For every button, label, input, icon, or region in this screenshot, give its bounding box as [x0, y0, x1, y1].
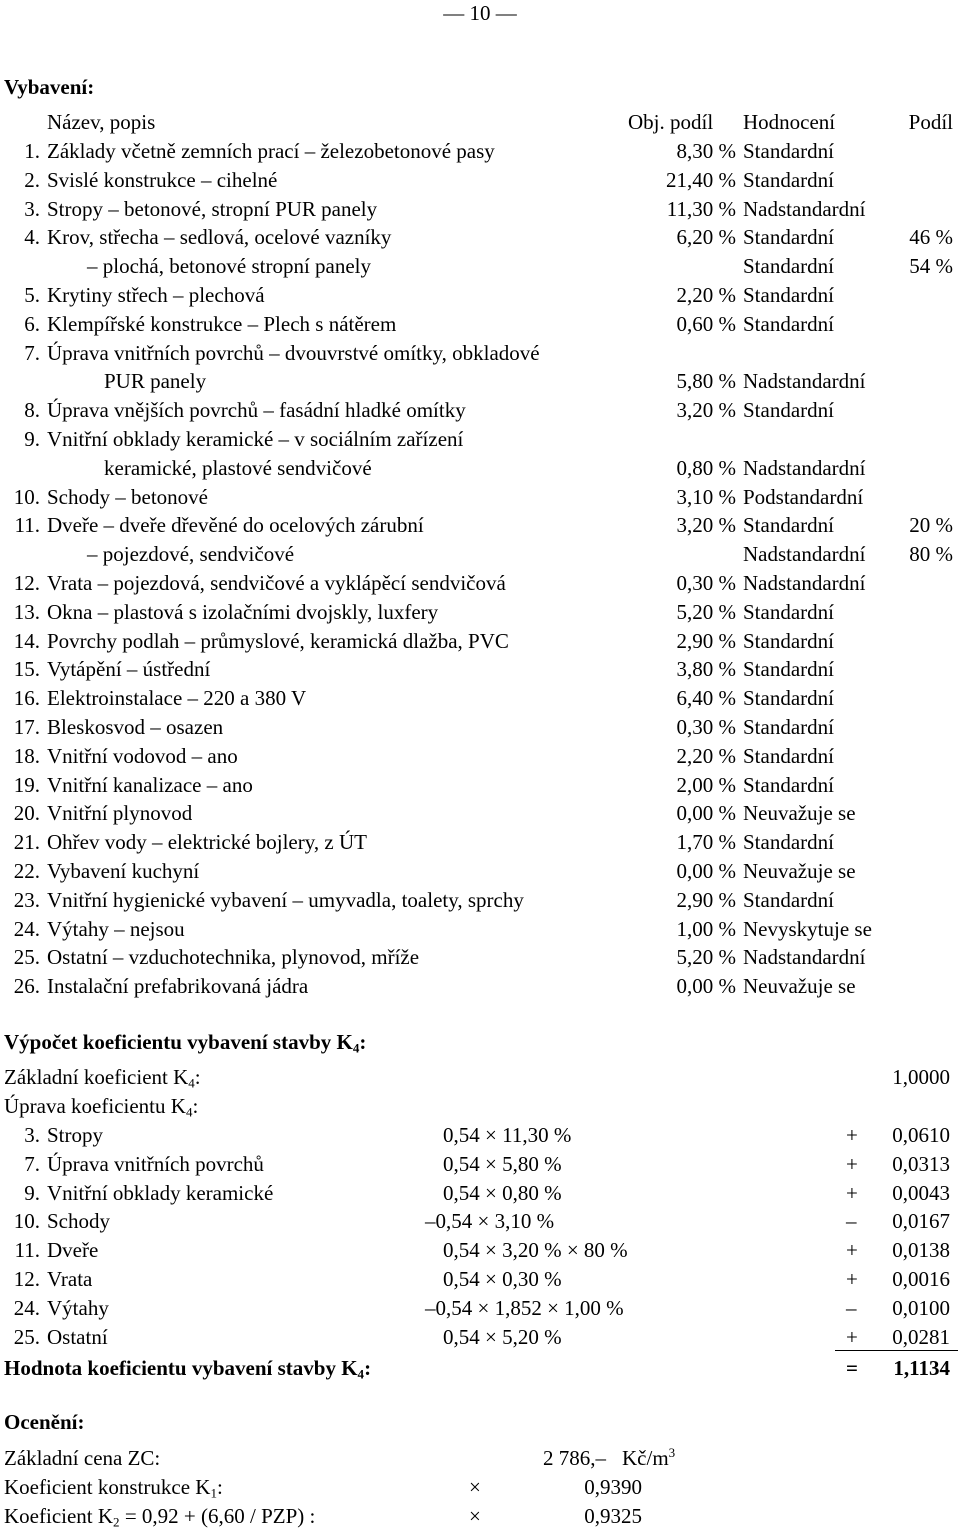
k4-row-formula: –0,54 × 1,852 × 1,00 % — [425, 1295, 624, 1320]
row-share: 2,20 % — [676, 743, 736, 768]
k4-row-formula: 0,54 × 3,20 % × 80 % — [443, 1238, 628, 1263]
k4-adj-label: Úprava koeficientu $K_4$: — [4, 1094, 199, 1120]
row-name: Svislé konstrukce – cihelné — [47, 167, 278, 192]
k4-row-name: Vnitřní obklady keramické — [47, 1180, 274, 1205]
row-name: Instalační prefabrikovaná jádra — [47, 974, 309, 999]
row-share: 5,20 % — [676, 945, 736, 970]
row-name: Vrata – pojezdová, sendvičové a vyklápěcí sendvičová — [47, 571, 506, 595]
row-name: Vnitřní obklady keramické – v sociálním zařízení — [47, 427, 464, 451]
row-name: Elektroinstalace – 220 a 380 V — [47, 686, 307, 711]
row-rating: Standardní — [743, 283, 834, 307]
row-name: keramické, plastové sendvičové — [104, 455, 372, 480]
row-number: 22. — [13, 859, 40, 883]
row-rating: Standardní — [743, 254, 834, 279]
row-name: Základy včetně zemních prací – železobetonové pasy — [47, 139, 495, 163]
row-name: Úprava vnějších povrchů – fasádní hladké omítky — [47, 398, 466, 423]
k4-row-number: 3. — [24, 1123, 40, 1147]
k4-row-formula: 0,54 × 5,20 % — [443, 1324, 562, 1349]
k4-row-sign: + — [846, 1238, 858, 1263]
row-rating: Podstandardní — [743, 484, 864, 509]
k4-row-formula: –0,54 × 3,10 % — [425, 1209, 555, 1234]
vybaveni-title: Vybavení: — [4, 75, 95, 99]
row-rating: Standardní — [743, 743, 834, 768]
k4-row-formula: 0,54 × 11,30 % — [443, 1123, 572, 1147]
row-number: 2. — [24, 167, 40, 192]
row-share: 11,30 % — [666, 196, 736, 221]
k4-row-value: 0,0313 — [892, 1151, 950, 1176]
k4-row-number: 7. — [24, 1151, 40, 1176]
k4-row-name: Úprava vnitřních povrchů — [47, 1151, 264, 1176]
row-number: 13. — [13, 599, 40, 624]
row-rating: Nadstandardní — [743, 455, 866, 480]
row-name: Ostatní – vzduchotechnika, plynovod, mříže — [47, 945, 420, 970]
row-share: 0,00 % — [676, 801, 736, 826]
row-name: Krytiny střech – plechová — [47, 283, 265, 307]
row-name: Povrchy podlah – průmyslové, keramická dlažba, PVC — [47, 628, 509, 653]
row-share: 3,20 % — [676, 398, 736, 423]
row-number: 12. — [13, 571, 40, 595]
row-name: PUR panely — [104, 369, 207, 394]
row-portion: 54 % — [909, 254, 953, 279]
k4-row-sign: – — [846, 1209, 857, 1234]
row-rating: Neuvažuje se — [743, 859, 856, 883]
row-share: 0,00 % — [676, 974, 736, 999]
row-portion: 80 % — [909, 542, 953, 567]
row-share: 0,00 % — [676, 859, 736, 883]
row-rating: Standardní — [743, 599, 834, 624]
row-rating: Standardní — [743, 513, 834, 538]
row-number: 20. — [13, 801, 40, 826]
row-number: 4. — [24, 225, 40, 250]
row-number: 19. — [13, 772, 40, 797]
row-name: – plochá, betonové stropní panely — [87, 254, 372, 279]
row-share: 0,80 % — [676, 455, 736, 480]
header-portion: Podíl — [908, 110, 953, 134]
k4-total-sign: = — [846, 1356, 858, 1380]
k1-label: Koeficient konstrukce $K_1$: — [4, 1475, 223, 1501]
row-share: 2,00 % — [676, 772, 736, 797]
row-name: Úprava vnitřních povrchů – dvouvrstvé omítky, obkladové — [47, 340, 540, 365]
row-share: 2,90 % — [676, 887, 736, 912]
row-rating: Nadstandardní — [743, 542, 866, 567]
row-number: 11. — [14, 513, 40, 538]
k4-row-value: 0,0043 — [892, 1180, 950, 1205]
row-name: Výtahy – nejsou — [47, 916, 185, 941]
k4-row-value: 0,0138 — [892, 1238, 950, 1263]
row-number: 25. — [13, 945, 40, 970]
k4-row-value: 0,0281 — [892, 1324, 950, 1349]
header-name: Název, popis — [47, 110, 156, 134]
k4-row-number: 10. — [13, 1209, 40, 1234]
page-number: — 10 — — [443, 1, 517, 25]
row-share: 6,40 % — [676, 686, 736, 711]
k4-row-number: 25. — [13, 1324, 40, 1349]
row-share: 0,60 % — [676, 311, 736, 336]
header-share: Obj. podíl — [628, 110, 714, 134]
row-rating: Standardní — [743, 225, 834, 250]
row-number: 9. — [24, 427, 40, 451]
row-number: 16. — [13, 686, 40, 711]
row-rating: Standardní — [743, 715, 834, 739]
k4-row-formula: 0,54 × 0,30 % — [443, 1267, 562, 1291]
row-number: 1. — [24, 139, 40, 163]
k4-row-formula: 0,54 × 0,80 % — [443, 1180, 562, 1205]
row-rating: Standardní — [743, 830, 834, 855]
row-name: Bleskosvod – osazen — [47, 715, 224, 739]
row-number: 10. — [13, 484, 40, 509]
row-share: 1,00 % — [676, 916, 736, 941]
row-name: Krov, střecha – sedlová, ocelové vazníky — [47, 225, 392, 250]
row-number: 24. — [13, 916, 40, 941]
k4-total-value: 1,1134 — [893, 1356, 950, 1380]
k4-row-name: Stropy — [47, 1123, 104, 1147]
row-share: 6,20 % — [676, 225, 736, 250]
zc-value: 2 786,– — [543, 1446, 606, 1470]
k4-row-name: Vrata — [47, 1267, 93, 1291]
row-share: 2,20 % — [676, 283, 736, 307]
row-number: 18. — [13, 743, 40, 768]
row-share: 0,30 % — [676, 571, 736, 595]
k4-row-sign: – — [846, 1295, 857, 1320]
row-number: 3. — [24, 196, 40, 221]
row-number: 5. — [24, 283, 40, 307]
row-number: 15. — [13, 657, 40, 682]
k4-row-name: Schody — [47, 1209, 110, 1234]
oceneni-title: Ocenění: — [4, 1410, 85, 1434]
row-name: Vytápění – ústřední — [47, 657, 211, 682]
k4-row-name: Výtahy — [47, 1295, 109, 1320]
row-rating: Standardní — [743, 167, 834, 192]
row-share: 3,10 % — [676, 484, 736, 509]
k1-operator: × — [469, 1475, 481, 1499]
row-rating: Standardní — [743, 311, 834, 336]
row-share: 5,80 % — [676, 369, 736, 394]
row-rating: Neuvažuje se — [743, 974, 856, 999]
k2-operator: × — [469, 1504, 481, 1528]
row-name: Okna – plastová s izolačními dvojskly, luxfery — [47, 599, 439, 624]
k4-title: Výpočet koeficientu vybavení stavby $K_4$: — [4, 1030, 367, 1056]
zc-label: Základní cena ZC: — [4, 1446, 161, 1470]
k4-row-value: 0,0610 — [892, 1123, 950, 1147]
row-rating: Nadstandardní — [743, 196, 866, 221]
zc-unit: $Kč/m^3$ — [622, 1445, 676, 1470]
row-name: Vnitřní vodovod – ano — [47, 743, 238, 768]
k4-base-value: 1,0000 — [892, 1065, 950, 1089]
row-number: 26. — [13, 974, 40, 999]
row-name: – pojezdové, sendvičové — [87, 542, 295, 567]
row-rating: Standardní — [743, 398, 834, 423]
k4-row-name: Ostatní — [47, 1324, 108, 1349]
row-share: 3,20 % — [676, 513, 736, 538]
k4-row-number: 9. — [24, 1180, 40, 1205]
row-name: Dveře – dveře dřevěné do ocelových zárubní — [47, 513, 424, 538]
row-name: Ohřev vody – elektrické bojlery, z ÚT — [47, 830, 367, 855]
row-portion: 46 % — [909, 225, 953, 250]
row-rating: Standardní — [743, 657, 834, 682]
row-rating: Standardní — [743, 139, 834, 163]
k4-base-label: Základní koeficient $K_4$: — [4, 1065, 201, 1091]
row-number: 14. — [13, 628, 40, 653]
k4-row-number: 11. — [14, 1238, 40, 1263]
row-share: 3,80 % — [676, 657, 736, 682]
row-rating: Nadstandardní — [743, 369, 866, 394]
row-rating: Standardní — [743, 686, 834, 711]
row-name: Stropy – betonové, stropní PUR panely — [47, 196, 378, 221]
k1-value: 0,9390 — [584, 1475, 642, 1499]
row-number: 8. — [24, 398, 40, 423]
row-share: 2,90 % — [676, 628, 736, 653]
k4-total-label: Hodnota koeficientu vybavení stavby $K_4$: — [4, 1356, 372, 1382]
row-rating: Nadstandardní — [743, 945, 866, 970]
row-number: 21. — [13, 830, 40, 855]
k4-row-value: 0,0167 — [892, 1209, 950, 1234]
row-share: 8,30 % — [676, 139, 736, 163]
row-share: 5,20 % — [676, 599, 736, 624]
row-share: 21,40 % — [666, 167, 736, 192]
k4-row-value: 0,0100 — [892, 1295, 950, 1320]
k4-row-number: 12. — [13, 1267, 40, 1291]
row-name: Vnitřní hygienické vybavení – umyvadla, toalety, sprchy — [47, 887, 524, 912]
row-number: 7. — [24, 340, 40, 365]
k4-row-formula: 0,54 × 5,80 % — [443, 1151, 562, 1176]
row-name: Vybavení kuchyní — [47, 859, 200, 883]
k2-value: 0,9325 — [584, 1504, 642, 1528]
k4-row-name: Dveře — [47, 1238, 99, 1263]
row-rating: Standardní — [743, 772, 834, 797]
row-portion: 20 % — [909, 513, 953, 538]
row-name: Schody – betonové — [47, 484, 208, 509]
row-name: Vnitřní plynovod — [47, 801, 193, 826]
k4-row-sign: + — [846, 1324, 858, 1349]
row-name: Vnitřní kanalizace – ano — [47, 772, 253, 797]
row-rating: Standardní — [743, 628, 834, 653]
k4-row-number: 24. — [13, 1295, 40, 1320]
k4-row-sign: + — [846, 1180, 858, 1205]
total-rule — [835, 1350, 958, 1351]
k2-label: Koeficient $K_2 = 0,92 + (6,60 / PZP)$ : — [4, 1504, 316, 1530]
row-number: 23. — [13, 887, 40, 912]
k4-row-sign: + — [846, 1151, 858, 1176]
k4-row-value: 0,0016 — [892, 1267, 950, 1291]
row-name: Klempířské konstrukce – Plech s nátěrem — [47, 311, 397, 336]
k4-row-sign: + — [846, 1267, 858, 1291]
row-number: 6. — [24, 311, 40, 336]
header-rating: Hodnocení — [743, 110, 836, 134]
row-rating: Standardní — [743, 887, 834, 912]
row-number: 17. — [13, 715, 40, 739]
row-share: 1,70 % — [676, 830, 736, 855]
row-rating: Nevyskytuje se — [743, 916, 872, 941]
k4-row-sign: + — [846, 1123, 858, 1147]
row-rating: Neuvažuje se — [743, 801, 856, 826]
row-rating: Nadstandardní — [743, 571, 866, 595]
row-share: 0,30 % — [676, 715, 736, 739]
